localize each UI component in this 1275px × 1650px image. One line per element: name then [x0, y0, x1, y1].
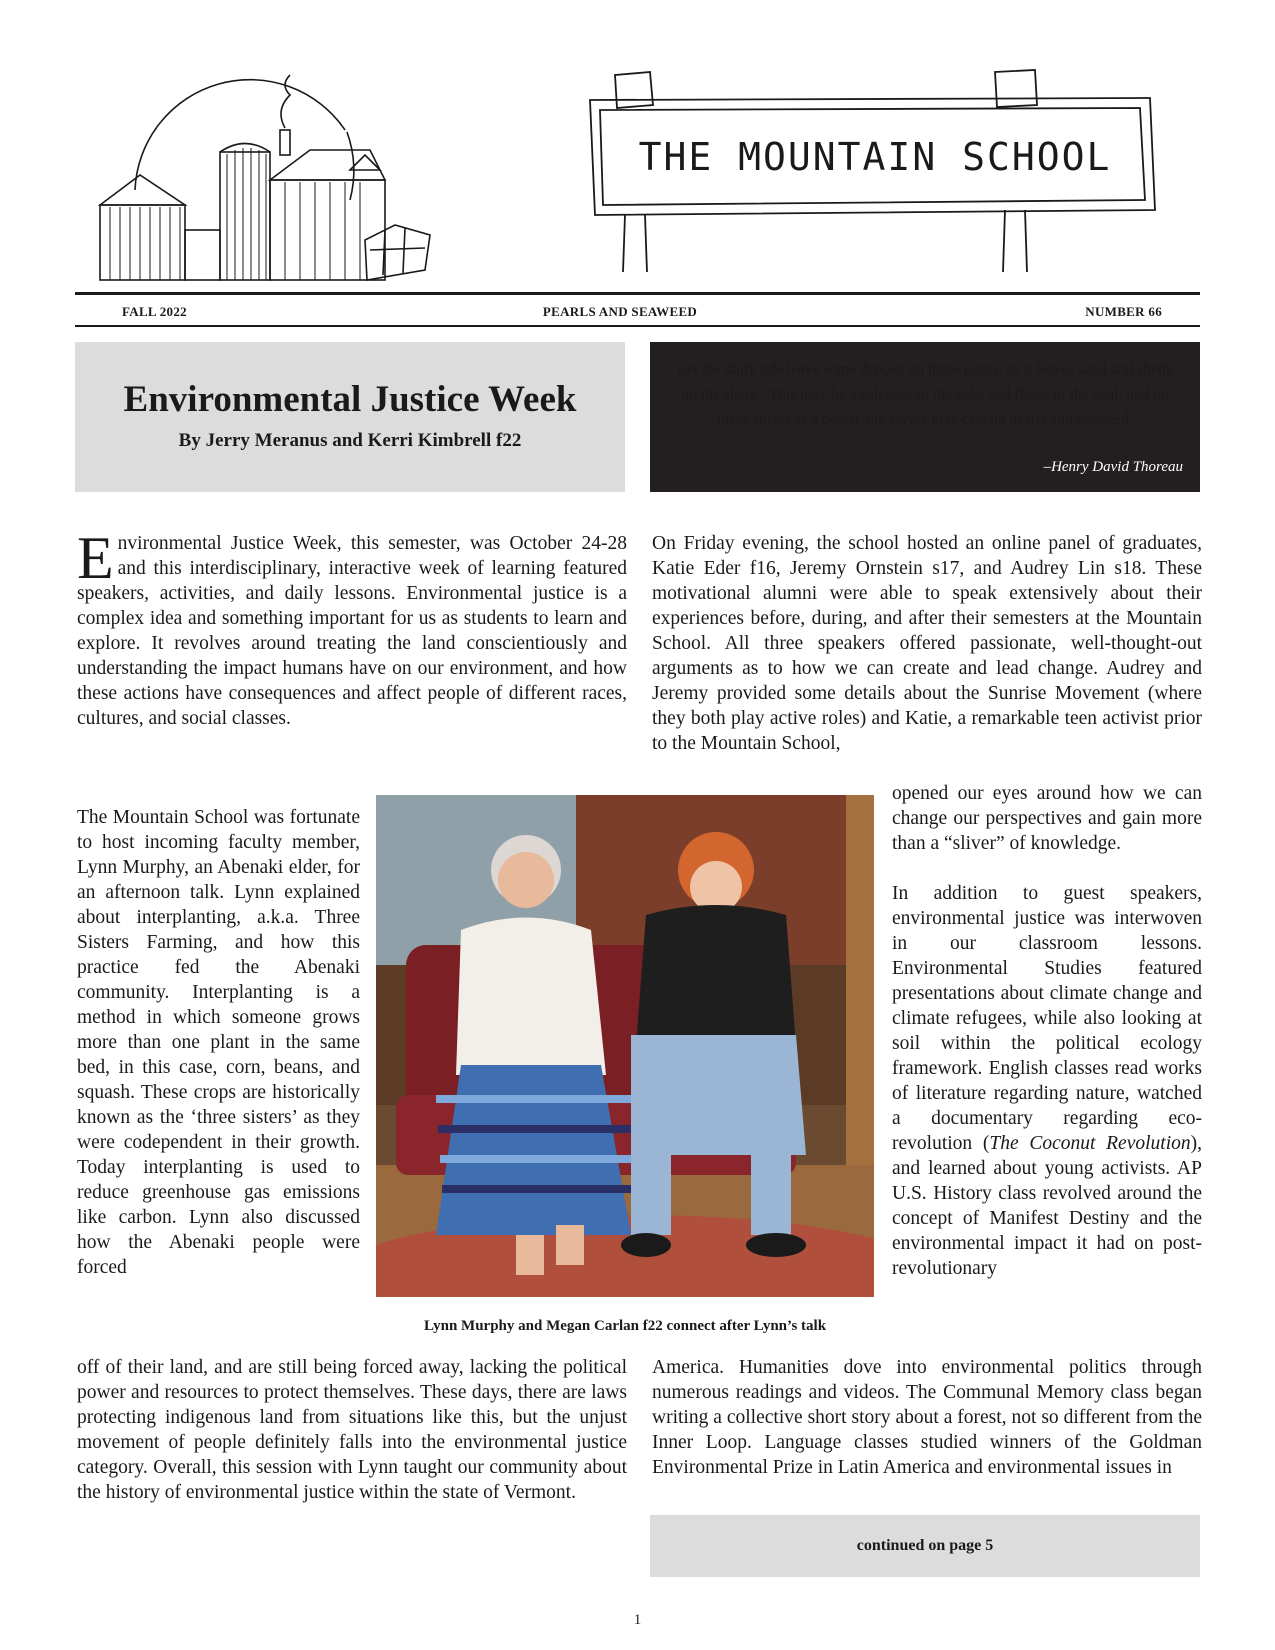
school-sign-illustration [585, 60, 1185, 275]
barn-illustration [95, 70, 465, 285]
intro-text: nvironmental Justice Week, this semester, was October 24-28 and this interdisciplinary, interactive week of learning featured speakers, activities, and daily lessons. Environmental justice is a complex idea and something important for us as students to learn and explore. It revolves around treating the land conscientiously and understanding the impact humans have on our environment, and how these actions have consequences and affect people of different races, cultures, and social classes. [77, 533, 627, 729]
article-byline: By Jerry Meranus and Kerri Kimbrell f22 [178, 430, 522, 451]
thoreau-quote: Let the daily tide leave some deposit on these pages, as it leaves sand and shells on the shore...This may be a calendar of the ebbs and flows of the soul; and on these sheets as a beach, the waves may cast up pearls and seaweed. [677, 361, 1173, 428]
article-title: Environmental Justice Week [123, 379, 577, 420]
issue-season: FALL 2022 [122, 304, 187, 319]
article-right-inset [892, 781, 1202, 1281]
classes-text-a: In addition to guest speakers, environmental justice was interwoven in our classroom lessons. Environmental Studies featured presentations about climate change and climate refugees, while also looking at soil within the political ecology framework. English classes read works of literature regarding nature, watched a documentary regarding eco-revolution ( [892, 883, 1202, 1154]
article-paragraph-panel-cont: opened our eyes around how we can change our perspectives and gain more than a “sliver” of knowledge. [892, 783, 1202, 854]
header-rule-bottom [75, 325, 1200, 327]
documentary-title: The Coconut Revolution [989, 1133, 1191, 1154]
classes-text-b: ), and learned about young activists. AP U.S. History class revolved around the concept of Manifest Destiny and the environmental impact it had on post-revolutionary [892, 1133, 1202, 1279]
continued-note: continued on page 5 [856, 1537, 994, 1554]
article-paragraph-lynn-cont [77, 1355, 627, 1505]
page-number: 1 [633, 1612, 642, 1628]
photo-caption: Lynn Murphy and Megan Carlan f22 connect after Lynn’s talk [423, 1318, 827, 1334]
article-paragraph-intro [77, 525, 627, 731]
drop-cap: E [77, 525, 114, 591]
issue-number: NUMBER 66 [1085, 304, 1162, 319]
article-paragraph-panel: On Friday evening, the school hosted an online panel of graduates, Katie Eder f16, Jeremy Ornstein s17, and Audrey Lin s18. These motivational alumni were able to speak extensively about their experiences before, during, and after their semesters at the Mountain School. All three speakers offered passionate, well-thought-out arguments as to how we can create and lead change. Audrey and Jeremy provided some details about the Sunrise Movement (where they both play active roles) and Katie, a remarkable teen activist prior to the Mountain School, [652, 533, 1202, 754]
lynn-cont-text: off of their land, and are still being forced away, lacking the political power and resources to protect themselves. These days, there are laws protecting indigenous land from situations like this, but the unjust movement of people definitely falls into the environmental justice category. Overall, this session with Lynn taught our community about the history of environmental justice within the state of Vermont. [77, 1357, 627, 1503]
event-photo [376, 795, 874, 1297]
school-name: THE MOUNTAIN SCHOOL [638, 135, 1112, 179]
header-rule-top [75, 292, 1200, 295]
article-paragraph-classes [892, 881, 1202, 1281]
article-paragraph-classes-cont: America. Humanities dove into environmental politics through numerous readings and videos. The Communal Memory class began writing a collective short story about a forest, not so different from the Inner Loop. Language classes studied winners of the Goldman Environmental Prize in Latin America and environmental issues in [652, 1357, 1202, 1478]
publication-name: PEARLS AND SEAWEED [542, 304, 698, 319]
article-paragraph-lynn: The Mountain School was fortunate to host incoming faculty member, Lynn Murphy, an Abenaki elder, for an afternoon talk. Lynn explained about interplanting, a.k.a. Three Sisters Farming, and how this practice fed the Abenaki community. Interplanting is a method in which someone grows more than one plant in the same bed, in this case, corn, beans, and squash. These crops are historically known as the ‘three sisters’ as they were codependent in their growth. Today interplanting is used to reduce greenhouse gas emissions like carbon. Lynn also discussed how the Abenaki people were forced [77, 807, 360, 1278]
quote-attribution: –Henry David Thoreau [1043, 459, 1183, 475]
